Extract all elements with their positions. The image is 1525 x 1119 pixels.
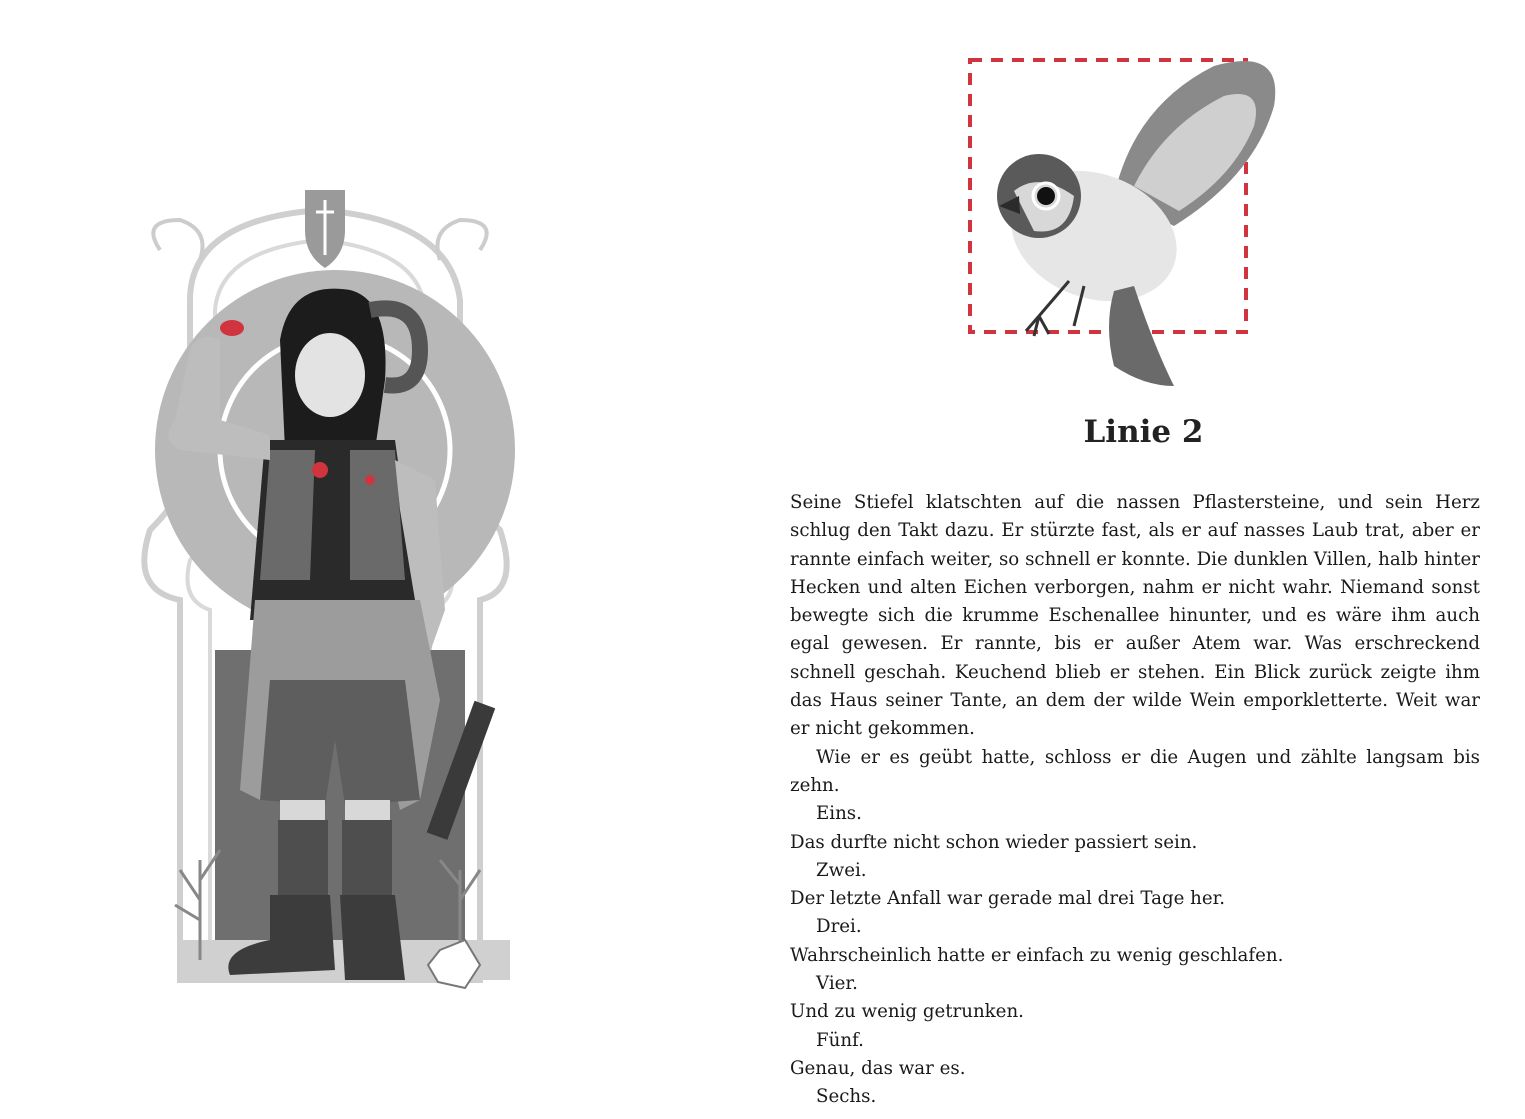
sparrow-illustration — [964, 46, 1294, 396]
paragraph: Vier. — [816, 973, 858, 995]
paragraph: Seine Stiefel klatschten auf die nassen Pflastersteine, und sein Herz schlug den Takt dazu. Er stürzte fast, als er auf nasses Laub trat, aber er rannte einfach weiter, so schnell er konnte. Die dunklen Villen, halb hinter Hecken und alten Eichen verborgen, nahm er nicht wahr. Niemand sonst bewegte sich die krumme Eschenallee hinunter, und es wäre ihm auch egal gewesen. Er rannte, bis er außer Atem war. Was erschreckend schnell geschah. Keuchend blieb er stehen. Ein Blick zurück zeigte ihm das Haus seiner Tante, an dem der wilde Wein emporkletterte. Weit war er nicht gekommen. — [790, 492, 1480, 740]
paragraph: Fünf. — [816, 1029, 864, 1051]
paragraph: Der letzte Anfall war gerade mal drei Tage her. — [790, 888, 1226, 910]
paragraph: Eins. — [816, 803, 862, 825]
paragraph: Drei. — [816, 916, 862, 938]
paragraph: Wahrscheinlich hatte er einfach zu wenig geschlafen. — [790, 944, 1284, 966]
paragraph: Das durfte nicht schon wieder passiert sein. — [790, 831, 1198, 853]
left-page — [0, 0, 762, 1119]
character-illustration — [120, 180, 560, 1010]
paragraph: Zwei. — [816, 859, 867, 881]
chapter-title: Linie 2 — [1083, 414, 1204, 450]
body-text — [790, 489, 1480, 1112]
right-page — [762, 0, 1525, 1119]
paragraph: Genau, das war es. — [790, 1057, 966, 1079]
paragraph: Sechs. — [816, 1086, 877, 1108]
paragraph: Und zu wenig getrunken. — [790, 1001, 1024, 1023]
paragraph: Wie er es geübt hatte, schloss er die Augen und zählte langsam bis zehn. — [790, 746, 1480, 796]
